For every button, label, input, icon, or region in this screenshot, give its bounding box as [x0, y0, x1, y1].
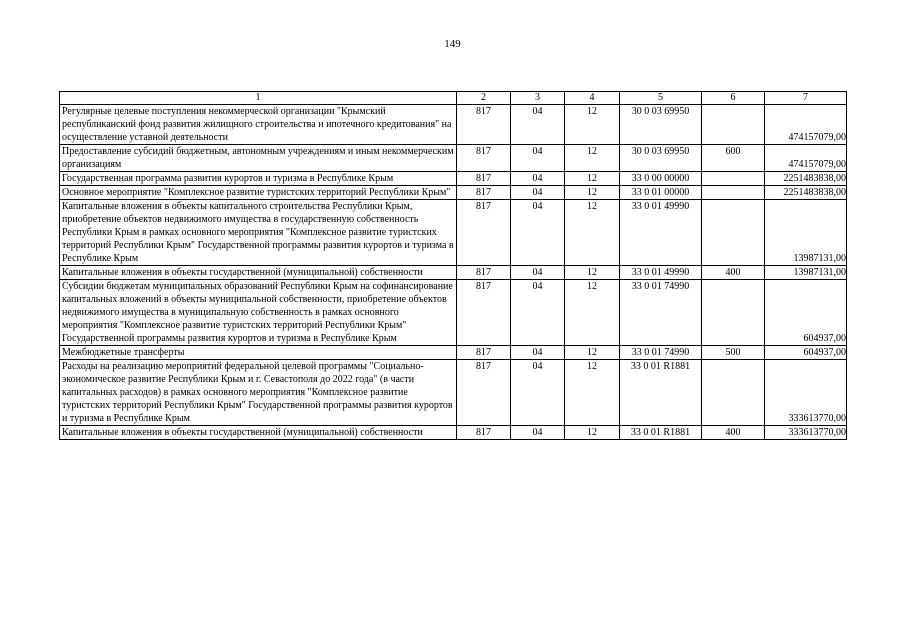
row-ved-cell: 817 — [457, 200, 511, 266]
row-section-cell: 04 — [511, 145, 565, 172]
row-amount-cell: 2251483838,00 — [765, 186, 847, 200]
row-name-cell: Субсидии бюджетам муниципальных образований Республики Крым на софинансирование капитальных вложений в объекты муниципальной собственности, приобретение объектов недвижимого имущества в муниципальную собственность в рамках основного мероприятия "Комплексное развитие туристских территорий Республики Крым" Государственной программы развития курортов и туризма в Республике Крым — [60, 280, 457, 346]
row-target-article-cell: 33 0 01 49990 — [620, 266, 702, 280]
table-row — [60, 280, 847, 346]
row-expense-type-cell — [702, 360, 765, 426]
row-name-cell: Расходы на реализацию мероприятий федеральной целевой программы "Социально-экономическое развитие Республики Крым и г. Севастополя до 2022 года" (в части капитальных расходов) в рамках основного мероприятия "Комплексное развитие туристских территорий Республики Крым" Государственной программы развития курортов и туризма в Республике Крым — [60, 360, 457, 426]
row-amount-cell: 604937,00 — [765, 346, 847, 360]
row-expense-type-cell: 600 — [702, 145, 765, 172]
row-ved-cell: 817 — [457, 266, 511, 280]
row-section-cell: 04 — [511, 426, 565, 440]
row-amount-cell: 13987131,00 — [765, 200, 847, 266]
row-target-article-cell: 33 0 01 74990 — [620, 346, 702, 360]
row-subsection-cell: 12 — [565, 172, 620, 186]
header-cell: 5 — [620, 92, 702, 105]
row-amount-cell: 333613770,00 — [765, 426, 847, 440]
row-expense-type-cell: 400 — [702, 266, 765, 280]
row-name-cell: Капитальные вложения в объекты капитального строительства Республики Крым, приобретение объектов недвижимого имущества в государственную собственность Республики Крым в рамках основного мероприятия "Комплексное развитие туристских территорий Республики Крым" Государственной программы развития курортов и туризма в Республике Крым — [60, 200, 457, 266]
table-row — [60, 186, 847, 200]
row-subsection-cell: 12 — [565, 280, 620, 346]
row-ved-cell: 817 — [457, 105, 511, 145]
row-ved-cell: 817 — [457, 172, 511, 186]
row-amount-cell: 333613770,00 — [765, 360, 847, 426]
table-row — [60, 266, 847, 280]
row-ved-cell: 817 — [457, 145, 511, 172]
row-subsection-cell: 12 — [565, 145, 620, 172]
row-ved-cell: 817 — [457, 280, 511, 346]
table-row — [60, 426, 847, 440]
row-expense-type-cell: 400 — [702, 426, 765, 440]
row-subsection-cell: 12 — [565, 346, 620, 360]
row-subsection-cell: 12 — [565, 186, 620, 200]
row-name-cell: Капитальные вложения в объекты государственной (муниципальной) собственности — [60, 266, 457, 280]
row-ved-cell: 817 — [457, 360, 511, 426]
table-row — [60, 105, 847, 145]
page-number: 149 — [444, 38, 461, 50]
row-section-cell: 04 — [511, 280, 565, 346]
row-section-cell: 04 — [511, 360, 565, 426]
table-header-row — [60, 92, 847, 105]
row-name-cell: Межбюджетные трансферты — [60, 346, 457, 360]
row-section-cell: 04 — [511, 346, 565, 360]
table-row — [60, 172, 847, 186]
row-expense-type-cell — [702, 186, 765, 200]
header-cell: 2 — [457, 92, 511, 105]
header-cell: 1 — [60, 92, 457, 105]
row-subsection-cell: 12 — [565, 266, 620, 280]
row-name-cell: Регулярные целевые поступления некоммерческой организации "Крымский республиканский фонд развития жилищного строительства и ипотечного кредитования" на осуществление уставной деятельности — [60, 105, 457, 145]
header-cell: 4 — [565, 92, 620, 105]
row-name-cell: Основное мероприятие "Комплексное развитие туристских территорий Республики Крым" — [60, 186, 457, 200]
row-subsection-cell: 12 — [565, 360, 620, 426]
row-expense-type-cell — [702, 105, 765, 145]
row-subsection-cell: 12 — [565, 105, 620, 145]
header-cell: 3 — [511, 92, 565, 105]
row-section-cell: 04 — [511, 186, 565, 200]
row-name-cell: Государственная программа развития курортов и туризма в Республике Крым — [60, 172, 457, 186]
row-target-article-cell: 30 0 03 69950 — [620, 105, 702, 145]
table-row — [60, 346, 847, 360]
row-expense-type-cell — [702, 172, 765, 186]
row-section-cell: 04 — [511, 266, 565, 280]
row-section-cell: 04 — [511, 105, 565, 145]
row-section-cell: 04 — [511, 200, 565, 266]
header-cell: 7 — [765, 92, 847, 105]
row-subsection-cell: 12 — [565, 426, 620, 440]
row-name-cell: Капитальные вложения в объекты государственной (муниципальной) собственности — [60, 426, 457, 440]
header-cell: 6 — [702, 92, 765, 105]
row-ved-cell: 817 — [457, 426, 511, 440]
row-amount-cell: 474157079,00 — [765, 145, 847, 172]
row-expense-type-cell — [702, 280, 765, 346]
table-row — [60, 145, 847, 172]
row-target-article-cell: 33 0 01 00000 — [620, 186, 702, 200]
budget-table — [59, 91, 847, 440]
row-section-cell: 04 — [511, 172, 565, 186]
row-expense-type-cell — [702, 200, 765, 266]
table-row — [60, 360, 847, 426]
row-target-article-cell: 33 0 01 R1881 — [620, 426, 702, 440]
row-target-article-cell: 33 0 01 R1881 — [620, 360, 702, 426]
row-amount-cell: 13987131,00 — [765, 266, 847, 280]
row-target-article-cell: 30 0 03 69950 — [620, 145, 702, 172]
row-target-article-cell: 33 0 01 49990 — [620, 200, 702, 266]
row-ved-cell: 817 — [457, 186, 511, 200]
table-row — [60, 200, 847, 266]
row-name-cell: Предоставление субсидий бюджетным, автономным учреждениям и иным некоммерческим организациям — [60, 145, 457, 172]
row-ved-cell: 817 — [457, 346, 511, 360]
row-amount-cell: 2251483838,00 — [765, 172, 847, 186]
row-amount-cell: 474157079,00 — [765, 105, 847, 145]
row-target-article-cell: 33 0 00 00000 — [620, 172, 702, 186]
row-subsection-cell: 12 — [565, 200, 620, 266]
row-target-article-cell: 33 0 01 74990 — [620, 280, 702, 346]
row-amount-cell: 604937,00 — [765, 280, 847, 346]
row-expense-type-cell: 500 — [702, 346, 765, 360]
